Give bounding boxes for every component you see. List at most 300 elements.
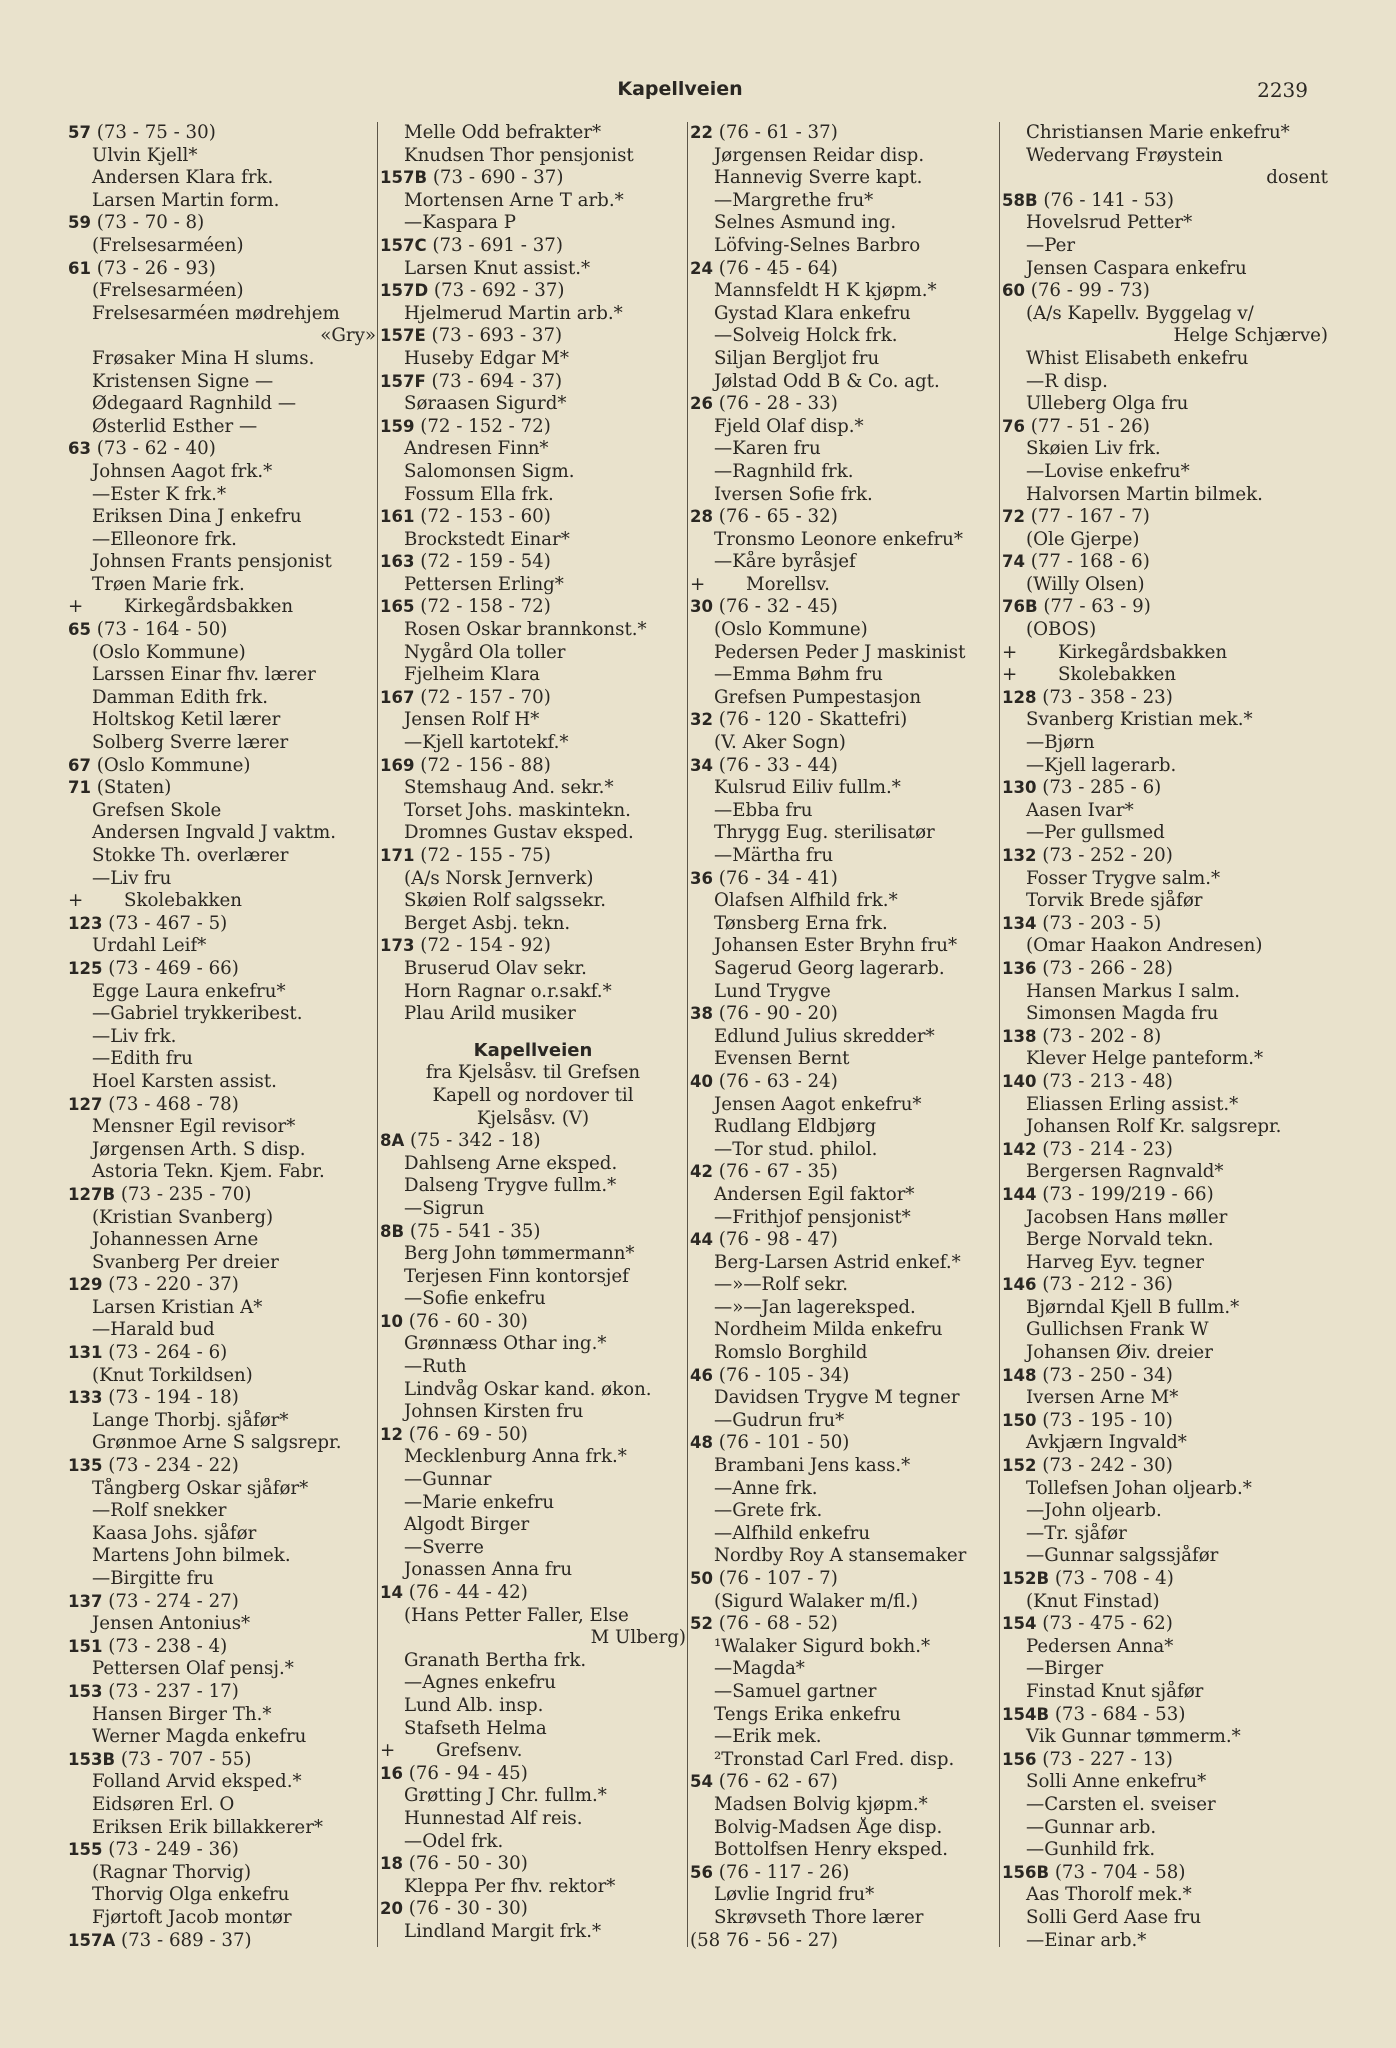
resident-entry: (A/s Kapellv. Byggelag v/ (1026, 302, 1254, 324)
property-reference: (73 - 684 - 53) (1049, 1703, 1186, 1725)
property-reference: (76 - 63 - 24) (712, 1070, 838, 1092)
address-heading (380, 1763, 686, 1786)
house-number: 48 (690, 1433, 713, 1453)
address-heading (690, 709, 998, 732)
property-reference: (73 - 469 - 66) (102, 957, 239, 979)
house-number: 72 (1002, 507, 1025, 527)
address-heading (68, 958, 376, 981)
cross-icon: + (380, 1740, 396, 1762)
house-number: 156 (1002, 1749, 1037, 1769)
house-number: 14 (380, 1583, 403, 1602)
address-heading (1002, 1455, 1328, 1478)
property-reference: (73 - 264 - 6) (102, 1342, 228, 1364)
cross-icon: + (68, 596, 84, 618)
house-number: 59 (68, 213, 91, 233)
property-reference: (Staten) (90, 777, 172, 799)
resident-entry: Bolvig-Madsen Åge disp. (714, 1816, 943, 1838)
address-heading (68, 1094, 376, 1117)
resident-entry: (Frelsesarméen) (92, 234, 244, 256)
resident-entry: —Ruth (404, 1356, 467, 1378)
column-2 (380, 122, 686, 2002)
house-number: 169 (380, 755, 415, 775)
property-reference: (76 - 28 - 33) (712, 393, 838, 415)
property-reference: (76 - 90 - 20) (712, 1003, 838, 1025)
house-number: 152 (1002, 1456, 1037, 1476)
address-heading (380, 416, 686, 439)
house-number: 157E (380, 326, 426, 346)
resident-entry: —Lovise enkefru* (1026, 460, 1190, 482)
property-reference: (73 - 199/219 - 66) (1036, 1183, 1214, 1205)
property-reference: (72 - 153 - 60) (414, 506, 551, 528)
resident-entry: Solli Gerd Aase fru (1026, 1906, 1202, 1928)
resident-entry: Salomonsen Sigm. (404, 460, 575, 482)
address-heading (380, 1221, 686, 1244)
resident-entry: (Ragnar Thorvig) (92, 1861, 252, 1883)
house-number: 155 (68, 1840, 103, 1860)
cross-street (1002, 642, 1328, 665)
resident-entry: Bruserud Olav sekr. (404, 957, 587, 979)
house-number: 24 (690, 258, 713, 278)
resident-entry: Lund Trygve (714, 980, 831, 1002)
house-number: 154B (1002, 1704, 1050, 1724)
house-number: 52 (690, 1614, 713, 1634)
property-reference: (73 - 285 - 6) (1036, 777, 1162, 799)
resident-entry: Hansen Markus I salm. (1026, 980, 1241, 1002)
resident-entry: Pettersen Olaf pensj.* (92, 1658, 294, 1680)
column-3 (690, 122, 998, 2002)
address-heading (1002, 1139, 1328, 1162)
property-reference: (73 - 707 - 55) (115, 1748, 252, 1770)
house-number: 56 (690, 1862, 713, 1882)
address-heading (68, 1342, 376, 1365)
address-heading (380, 845, 686, 868)
property-reference: (73 - 266 - 28) (1036, 957, 1173, 979)
property-reference: (77 - 167 - 7) (1024, 506, 1150, 528)
resident-entry: Torset Johs. maskintekn. (404, 799, 631, 821)
resident-entry: Aas Thorolf mek.* (1026, 1884, 1192, 1906)
resident-entry: Ulvin Kjell* (92, 144, 198, 166)
address-heading (380, 167, 686, 190)
property-reference: (76 - 32 - 45) (712, 596, 838, 618)
resident-entry: Jensen Aagot enkefru* (714, 1093, 922, 1115)
house-number: 42 (690, 1162, 713, 1182)
house-number: 65 (68, 620, 91, 640)
resident-entry: Dahlseng Arne eksped. (404, 1152, 618, 1174)
property-reference: (73 - 220 - 37) (102, 1274, 239, 1296)
resident-entry: Ulleberg Olga fru (1026, 393, 1189, 415)
resident-entry: —Kåre byråsjef (714, 551, 856, 573)
address-heading (68, 777, 376, 800)
resident-entry: Skrøvseth Thore lærer (714, 1906, 924, 1928)
house-number: 46 (690, 1365, 713, 1385)
house-number: 134 (1002, 913, 1037, 933)
resident-entry: Tollefsen Johan oljearb.* (1026, 1477, 1252, 1499)
resident-entry: Johnsen Frants pensjonist (92, 551, 332, 573)
resident-entry: Frelsesarméen mødrehjem (92, 302, 340, 324)
property-reference: (73 - 468 - 78) (102, 1093, 239, 1115)
resident-entry: Hjelmerud Martin arb.* (404, 302, 623, 324)
resident-entry: —Edith fru (92, 1048, 193, 1070)
address-heading (68, 1184, 376, 1207)
house-number: 57 (68, 123, 91, 142)
resident-entry: Johnsen Kirsten fru (404, 1401, 584, 1423)
property-reference: (76 - 45 - 64) (712, 257, 838, 279)
property-reference: (73 - 213 - 48) (1036, 1070, 1173, 1092)
resident-entry: (Hans Petter Faller, Else (404, 1604, 629, 1626)
resident-entry: Grøtting J Chr. fullm.* (404, 1785, 607, 1807)
address-heading (68, 619, 376, 642)
resident-entry: —Elleonore frk. (92, 528, 237, 550)
column-divider (377, 122, 378, 1947)
resident-entry: —Tor stud. philol. (714, 1138, 878, 1160)
resident-entry: Christiansen Marie enkefru* (1026, 122, 1290, 143)
resident-entry: Kulsrud Eiliv fullm.* (714, 777, 901, 799)
resident-entry: Svanberg Per dreier (92, 1251, 279, 1273)
resident-entry: —Kjell lagerarb. (1026, 754, 1177, 776)
resident-entry: Evensen Bernt (714, 1048, 850, 1070)
resident-entry: Jørgensen Arth. S disp. (92, 1138, 306, 1160)
resident-entry: Lindland Margit frk.* (404, 1920, 602, 1942)
resident-entry: Martens John bilmek. (92, 1545, 291, 1567)
address-heading (68, 1274, 376, 1297)
resident-entry: Torvik Brede sjåfør (1026, 890, 1203, 912)
cross-street (1002, 664, 1328, 687)
cross-street-name: Skolebakken (1058, 664, 1177, 686)
address-heading (690, 122, 998, 145)
property-reference: (76 - 61 - 37) (712, 122, 838, 143)
resident-entry: —Gunnar (404, 1469, 492, 1491)
address-heading (68, 755, 376, 778)
property-reference: (76 - 98 - 47) (712, 1229, 838, 1251)
resident-entry: (V. Aker Sogn) (714, 732, 846, 754)
resident-entry: Brockstedt Einar* (404, 528, 570, 550)
resident-entry: Svanberg Kristian mek.* (1026, 709, 1253, 731)
resident-entry: Jørgensen Reidar disp. (714, 144, 925, 166)
house-number: 157B (380, 168, 428, 188)
resident-entry: Grønnæss Othar ing.* (404, 1333, 607, 1355)
resident-entry: Johansen Rolf Kr. salgsrepr. (1026, 1116, 1282, 1138)
resident-entry: —Gabriel trykkeribest. (92, 1003, 303, 1025)
house-number: 60 (1002, 281, 1025, 301)
house-number: 137 (68, 1591, 103, 1611)
property-reference: (73 - 227 - 13) (1036, 1748, 1173, 1770)
resident-entry: —Grete frk. (714, 1500, 823, 1522)
resident-entry: —Margrethe fru* (714, 189, 874, 211)
resident-entry: Iversen Sofie frk. (714, 483, 873, 505)
house-number: 135 (68, 1456, 103, 1476)
property-reference: (73 - 202 - 8) (1036, 1025, 1162, 1047)
street-title: Kapellveien (617, 78, 743, 100)
resident-entry: Romslo Borghild (714, 1342, 868, 1364)
resident-entry: Damman Edith frk. (92, 686, 269, 708)
address-heading (690, 1862, 998, 1885)
resident-entry: —Gunhild frk. (1026, 1839, 1156, 1861)
cross-street-name: Morellsv. (746, 573, 830, 595)
resident-entry: Fjeld Olaf disp.* (714, 415, 864, 437)
cross-street-name: Skolebakken (124, 890, 243, 912)
resident-entry: (Willy Olsen) (1026, 573, 1145, 595)
resident-entry: Hovelsrud Petter* (1026, 212, 1193, 234)
resident-entry: —Rolf snekker (92, 1500, 227, 1522)
property-reference: (76 - 107 - 7) (712, 1568, 838, 1589)
property-reference: (73 - 252 - 20) (1036, 845, 1173, 866)
property-reference: (72 - 152 - 72) (414, 415, 551, 437)
resident-entry: —Per (1026, 234, 1076, 256)
resident-entry: Granath Bertha frk. (404, 1649, 587, 1671)
resident-entry: —Birger (1026, 1658, 1104, 1680)
address-heading (1002, 280, 1328, 303)
resident-entry: —Gunnar salgssjåfør (1026, 1545, 1219, 1567)
property-reference: (73 - 691 - 37) (426, 234, 563, 256)
address-heading (1002, 958, 1328, 981)
address-heading (690, 868, 998, 891)
resident-entry: —Ragnhild frk. (714, 460, 854, 482)
property-reference: (76 - 105 - 34) (712, 1364, 850, 1386)
property-reference: (72 - 158 - 72) (414, 596, 551, 618)
resident-entry: (Knut Torkildsen) (92, 1364, 253, 1386)
address-heading (1002, 1026, 1328, 1049)
house-number: 28 (690, 507, 713, 527)
address-heading (1002, 1613, 1328, 1636)
resident-entry: Jensen Caspara enkefru (1026, 257, 1247, 279)
address-heading (690, 755, 998, 778)
resident-entry: —Emma Bøhm fru (714, 664, 883, 686)
resident-entry: Jølstad Odd B & Co. agt. (714, 370, 940, 392)
house-number: 163 (380, 552, 415, 572)
house-number: 40 (690, 1071, 713, 1091)
resident-entry: Nygård Ola toller (404, 641, 566, 663)
resident-entry: Lund Alb. insp. (404, 1694, 544, 1716)
address-heading (68, 1455, 376, 1478)
property-reference: (72 - 154 - 92) (414, 935, 551, 957)
property-reference: (76 - 44 - 42) (402, 1582, 528, 1603)
resident-entry: —Tr. sjåfør (1026, 1522, 1127, 1544)
resident-entry: Thrygg Eug. sterilisatør (714, 822, 935, 844)
resident-entry: —Marie enkefru (404, 1491, 555, 1513)
resident-entry: Bottolfsen Henry eksped. (714, 1839, 949, 1861)
resident-entry: Andersen Egil faktor* (714, 1183, 915, 1205)
resident-entry: Harveg Eyv. tegner (1026, 1251, 1204, 1273)
resident-entry: Solberg Sverre lærer (92, 732, 289, 754)
house-number: 146 (1002, 1275, 1037, 1295)
resident-entry: Ødegaard Ragnhild — (92, 393, 297, 415)
resident-entry: Tønsberg Erna frk. (714, 912, 888, 934)
property-reference: (73 - 214 - 23) (1036, 1138, 1173, 1160)
address-heading (1002, 687, 1328, 710)
resident-entry: —Magda* (714, 1658, 805, 1680)
resident-entry: Nordby Roy A stansemaker (714, 1545, 967, 1567)
house-number: 76 (1002, 416, 1025, 436)
property-reference: (72 - 156 - 88) (414, 754, 551, 776)
resident-entry: Halvorsen Martin bilmek. (1026, 483, 1263, 505)
address-heading (690, 1161, 998, 1184)
continuation-line: Helge Schjærve) (1173, 325, 1328, 347)
resident-entry: Fossum Ella frk. (404, 483, 554, 505)
street-description: Kapell og nordover til (432, 1084, 634, 1106)
resident-entry: Larssen Einar fhv. lærer (92, 664, 316, 686)
address-heading (1002, 1749, 1328, 1772)
property-reference: (73 - 694 - 37) (425, 370, 563, 392)
property-reference: (75 - 342 - 18) (404, 1130, 541, 1152)
house-number: 130 (1002, 778, 1037, 798)
resident-entry: Kaasa Johs. sjåfør (92, 1522, 257, 1544)
page-number: 2239 (1257, 78, 1308, 102)
resident-entry: —Sofie enkefru (404, 1288, 546, 1310)
resident-entry: Whist Elisabeth enkefru (1026, 347, 1249, 369)
property-reference: (76 - 30 - 30) (402, 1898, 528, 1920)
resident-entry: Jacobsen Hans møller (1026, 1206, 1228, 1228)
cross-street (68, 890, 376, 913)
column-4 (1002, 122, 1328, 2002)
resident-entry: (Sigurd Walaker m/fl.) (714, 1590, 919, 1612)
property-reference: (77 - 51 - 26) (1024, 415, 1150, 437)
house-number: 30 (690, 597, 713, 617)
house-number: 153B (68, 1749, 116, 1769)
resident-entry: Eriksen Erik billakkerer* (92, 1816, 323, 1838)
page-header (0, 78, 1396, 106)
resident-entry: (Kristian Svanberg) (92, 1206, 274, 1228)
resident-entry: Davidsen Trygve M tegner (714, 1387, 960, 1409)
property-reference: (76 - 117 - 26) (712, 1861, 850, 1883)
property-reference: (76 - 34 - 41) (712, 867, 838, 889)
continuation-line: M Ulberg) (590, 1627, 686, 1649)
address-heading (1002, 506, 1328, 529)
resident-entry: Eidsøren Erl. O (92, 1793, 235, 1815)
property-reference: (72 - 157 - 70) (414, 686, 551, 708)
house-number: 154 (1002, 1614, 1037, 1634)
street-section-heading: Kapellveien (473, 1039, 593, 1061)
resident-entry: —Agnes enkefru (404, 1672, 556, 1694)
resident-entry: Larsen Knut assist.* (404, 257, 591, 279)
property-reference: (76 - 67 - 35) (712, 1161, 838, 1183)
property-reference: (76 - 141 - 53) (1037, 189, 1174, 211)
house-number: 74 (1002, 552, 1025, 572)
address-heading (380, 1424, 686, 1447)
property-reference: (75 - 541 - 35) (404, 1220, 541, 1242)
property-reference: (76 - 62 - 67) (712, 1771, 838, 1793)
house-number: 32 (690, 710, 713, 730)
address-heading (690, 1003, 998, 1026)
address-heading (380, 935, 686, 958)
resident-entry: Finstad Knut sjåfør (1026, 1680, 1204, 1702)
house-number: 22 (690, 123, 713, 142)
resident-entry: —Liv frk. (92, 1025, 177, 1047)
resident-entry: —Erik mek. (714, 1726, 822, 1748)
address-heading (380, 280, 686, 303)
resident-entry: Vik Gunnar tømmerm.* (1026, 1726, 1241, 1748)
resident-entry: —Anne frk. (714, 1477, 818, 1499)
house-number: 8B (380, 1221, 405, 1241)
property-reference: (76 - 68 - 52) (712, 1613, 838, 1635)
property-reference: (76 - 33 - 44) (712, 754, 838, 776)
house-number: 157C (380, 235, 427, 255)
resident-entry: (Frelsesarméen) (92, 280, 244, 302)
resident-entry: Frøsaker Mina H slums. (92, 347, 315, 369)
resident-entry: Hansen Birger Th.* (92, 1703, 272, 1725)
property-reference: (73 - 75 - 30) (90, 122, 216, 143)
spacer (380, 1026, 686, 1040)
house-number: 38 (690, 1004, 713, 1024)
property-reference: (73 - 250 - 34) (1036, 1364, 1173, 1386)
resident-entry: Tengs Erika enkefru (714, 1703, 901, 1725)
street-description: fra Kjelsåsv. til Grefsen (425, 1062, 641, 1084)
house-number: 128 (1002, 687, 1037, 707)
resident-entry: Johansen Ester Bryhn fru* (714, 935, 958, 957)
property-reference: (73 - 242 - 30) (1036, 1455, 1173, 1477)
resident-entry: Löfving-Selnes Barbro (714, 234, 921, 256)
resident-entry: Thorvig Olga enkefru (92, 1884, 290, 1906)
address-heading (68, 258, 376, 281)
address-heading (1002, 596, 1328, 619)
address-heading (380, 506, 686, 529)
resident-entry: Brambani Jens kass.* (714, 1455, 911, 1477)
resident-entry: ²Tronstad Carl Fred. disp. (714, 1748, 955, 1770)
resident-entry: Mecklenburg Anna frk.* (404, 1446, 627, 1468)
cross-street (380, 1740, 686, 1763)
property-reference: (73 - 203 - 5) (1036, 912, 1162, 934)
house-number: 144 (1002, 1184, 1037, 1204)
property-reference: (77 - 63 - 9) (1037, 596, 1151, 618)
cross-street-name: Kirkegårdsbakken (1058, 641, 1228, 663)
resident-entry: Rudlang Eldbjørg (714, 1116, 877, 1138)
address-heading (380, 687, 686, 710)
resident-entry: Larsen Kristian A* (92, 1296, 263, 1318)
address-heading (68, 1591, 376, 1614)
resident-entry: Grønmoe Arne S salgsrepr. (92, 1432, 342, 1454)
property-reference: (73 - 212 - 36) (1036, 1274, 1173, 1296)
house-number: 173 (380, 936, 415, 956)
resident-entry: —Sverre (404, 1536, 484, 1558)
resident-entry: Werner Magda enkefru (92, 1726, 307, 1748)
address-heading (690, 1432, 998, 1455)
house-number: 50 (690, 1569, 713, 1588)
house-number: 44 (690, 1230, 713, 1250)
property-reference: (73 - 274 - 27) (102, 1590, 239, 1612)
resident-entry: Aasen Ivar* (1026, 799, 1134, 821)
resident-entry: —Gunnar arb. (1026, 1816, 1157, 1838)
address-heading (68, 913, 376, 936)
resident-entry: Lindvåg Oskar kand. økon. (404, 1378, 652, 1400)
house-number: 76B (1002, 597, 1038, 617)
resident-entry: Sagerud Georg lagerarb. (714, 957, 945, 979)
cross-icon: + (1002, 641, 1018, 663)
address-heading (690, 1613, 998, 1636)
resident-entry: Hoel Karsten assist. (92, 1070, 277, 1092)
resident-entry: —Frithjof pensjonist* (714, 1206, 911, 1228)
cross-street (68, 596, 376, 619)
house-number: 156B (1002, 1862, 1050, 1882)
resident-entry: Selnes Asmund ing. (714, 212, 897, 234)
resident-entry: —Sigrun (404, 1197, 485, 1219)
address-heading (690, 506, 998, 529)
property-reference: (73 - 234 - 22) (102, 1455, 239, 1477)
address-heading: (58 76 - 56 - 27) (690, 1929, 838, 1951)
property-reference: (73 - 235 - 70) (115, 1183, 252, 1205)
resident-entry: —Ester K frk.* (92, 483, 227, 505)
house-number: 67 (68, 755, 91, 775)
house-number: 123 (68, 913, 103, 933)
house-number: 140 (1002, 1071, 1037, 1091)
resident-entry: Madsen Bolvig kjøpm.* (714, 1793, 928, 1815)
address-heading (380, 1853, 686, 1876)
address-heading (1002, 1410, 1328, 1433)
house-number: 157A (68, 1930, 116, 1950)
address-heading (1002, 1568, 1328, 1591)
resident-entry: Holtskog Ketil lærer (92, 709, 281, 731)
resident-entry: (Ole Gjerpe) (1026, 528, 1140, 550)
resident-entry: Hannevig Sverre kapt. (714, 167, 923, 189)
address-heading (380, 235, 686, 258)
